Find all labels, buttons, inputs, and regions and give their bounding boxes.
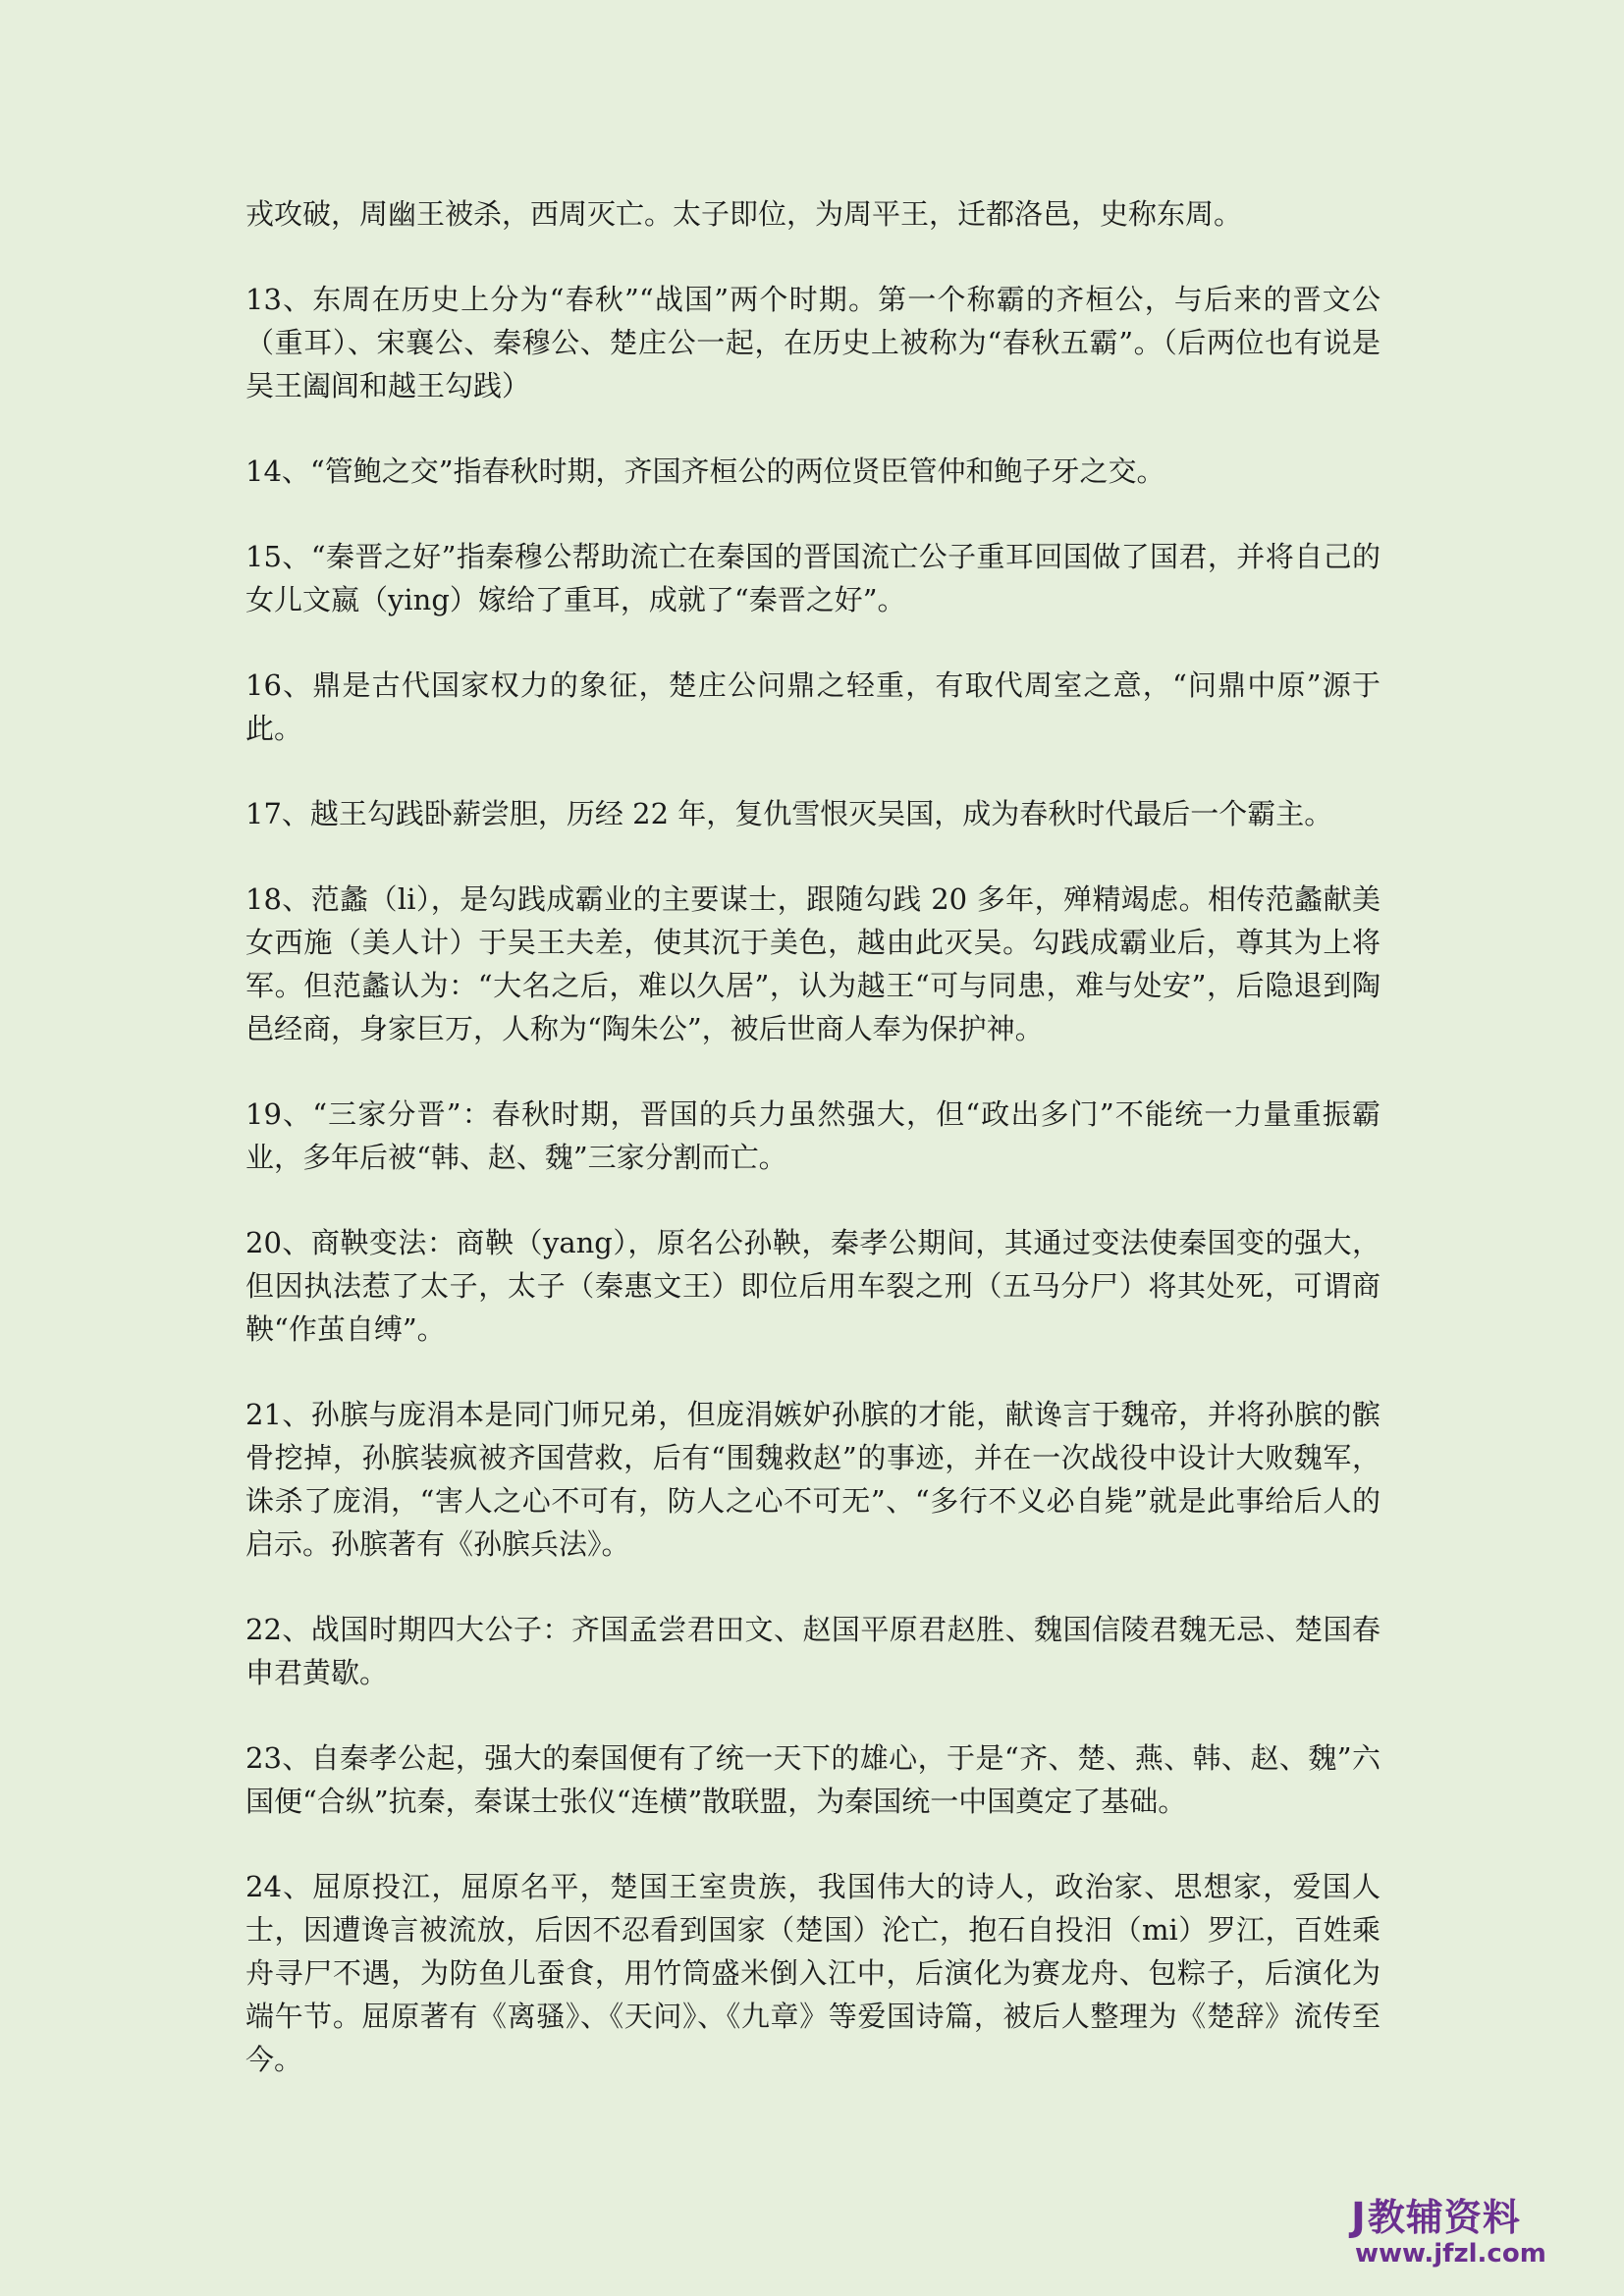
paragraph-18: 18、范蠡（li），是勾践成霸业的主要谋士，跟随勾践 20 多年，殚精竭虑。相传范蠡献美女西施（美人计）于吴王夫差，使其沉于美色，越由此灭吴。勾践成霸业后，尊其为上将军。但范蠡认为：“大名之后，难以久居”，认为越王“可与同患，难与处安”，后隐退到陶邑经商，身家巨万，人称为“陶朱公”，被后世商人奉为保护神。: [245, 882, 1380, 1045]
paragraph-24: 24、屈原投江，屈原名平，楚国王室贵族，我国伟大的诗人，政治家、思想家，爱国人士，因遭谗言被流放，后因不忍看到国家（楚国）沦亡，抱石自投汨（mi）罗江，百姓乘舟寻尸不遇，为防鱼儿蚕食，用竹筒盛米倒入江中，后演化为赛龙舟、包粽子，后演化为端午节。屈原著有《离骚》、《天问》、《九章》等爱国诗篇，被后人整理为《楚辞》流传至今。: [245, 1870, 1380, 2076]
paragraph-16: 16、鼎是古代国家权力的象征，楚庄公问鼎之轻重，有取代周室之意，“问鼎中原”源于此。: [245, 668, 1380, 745]
watermark-text: 教辅资料: [1367, 2196, 1521, 2239]
watermark-logo: [1351, 2196, 1577, 2274]
paragraph-21: 21、孙膑与庞涓本是同门师兄弟，但庞涓嫉妒孙膑的才能，献谗言于魏帝，并将孙膑的髌骨挖掉，孙膑装疯被齐国营救，后有“围魏救赵”的事迹，并在一次战役中设计大败魏军，诛杀了庞涓，“害人之心不可有，防人之心不可无”、“多行不义必自毙”就是此事给后人的启示。孙膑著有《孙膑兵法》。: [245, 1398, 1380, 1561]
paragraph-15: 15、“秦晋之好”指秦穆公帮助流亡在秦国的晋国流亡公子重耳回国做了国君，并将自己的女儿文嬴（ying）嫁给了重耳，成就了“秦晋之好”。: [245, 540, 1380, 616]
paragraph-17: 17、越王勾践卧薪尝胆，历经 22 年，复仇雪恨灭吴国，成为春秋时代最后一个霸主。: [245, 797, 1333, 830]
paragraph-continuation: 戎攻破，周幽王被杀，西周灭亡。太子即位，为周平王，迁都洛邑，史称东周。: [245, 197, 1243, 231]
paragraph-19: 19、“三家分晋”：春秋时期，晋国的兵力虽然强大，但“政出多门”不能统一力量重振霸业，多年后被“韩、赵、魏”三家分割而亡。: [245, 1097, 1380, 1174]
paragraph-13: 13、东周在历史上分为“春秋”“战国”两个时期。第一个称霸的齐桓公，与后来的晋文公（重耳）、宋襄公、秦穆公、楚庄公一起，在历史上被称为“春秋五霸”。（后两位也有说是吴王阖闾和越王勾践）: [245, 283, 1380, 402]
paragraph-14: 14、“管鲍之交”指春秋时期，齐国齐桓公的两位贤臣管仲和鲍子牙之交。: [245, 454, 1165, 488]
watermark-url: www.jfzl.com: [1355, 2239, 1546, 2269]
paragraph-20: 20、商鞅变法：商鞅（yang），原名公孙鞅，秦孝公期间，其通过变法使秦国变的强大，但因执法惹了太子，太子（秦惠文王）即位后用车裂之刑（五马分尸）将其处死，可谓商鞅“作茧自缚”。: [245, 1226, 1380, 1346]
watermark-brand: [1351, 2196, 1521, 2239]
paragraph-23: 23、自秦孝公起，强大的秦国便有了统一天下的雄心，于是“齐、楚、燕、韩、赵、魏”六国便“合纵”抗秦，秦谋士张仪“连横”散联盟，为秦国统一中国奠定了基础。: [245, 1741, 1380, 1818]
document-body: [245, 192, 1380, 2123]
watermark-mark-icon: J: [1351, 2195, 1366, 2240]
paragraph-22: 22、战国时期四大公子：齐国孟尝君田文、赵国平原君赵胜、魏国信陵君魏无忌、楚国春申君黄歇。: [245, 1613, 1380, 1689]
